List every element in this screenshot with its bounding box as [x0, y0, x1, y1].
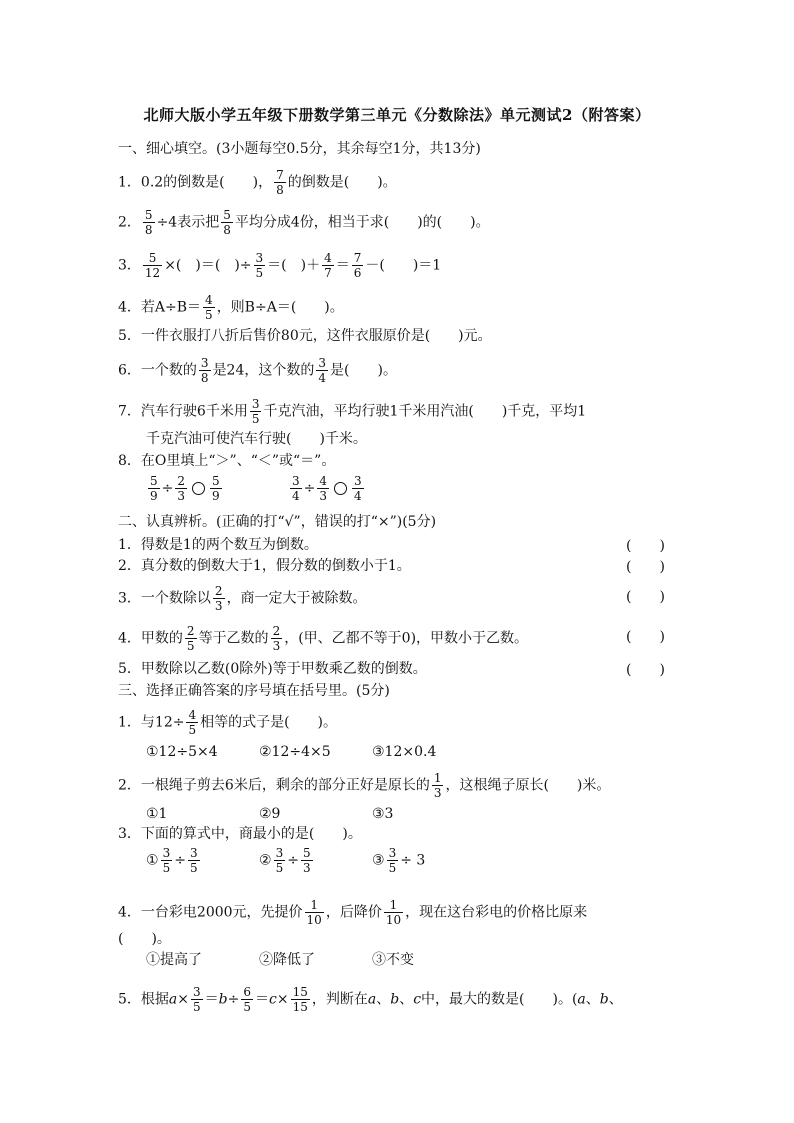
answer-blank[interactable]: ( ): [626, 538, 665, 554]
option[interactable]: ③不变: [372, 952, 414, 968]
operator: ÷: [303, 480, 316, 497]
s1-question-3: [118, 251, 441, 280]
operator: ÷: [287, 852, 299, 869]
text: 千克汽油，平均行驶1千米用汽油( )千克，平均1: [263, 403, 587, 420]
text: 相等的式子是( )。: [200, 714, 338, 731]
fraction: [199, 356, 211, 385]
numerator: 2: [272, 624, 281, 638]
numerator: 3: [193, 985, 201, 999]
text: 4．若A÷B＝: [118, 299, 202, 316]
text: 是( )。: [330, 362, 397, 379]
fraction: [241, 985, 253, 1014]
fraction: [185, 624, 197, 653]
option-label: ③: [372, 852, 385, 869]
text: ×( )＝( )÷: [164, 257, 252, 274]
numerator: 5: [150, 474, 158, 488]
text: 1．0.2的倒数是( )，: [118, 174, 273, 191]
numerator: 3: [388, 846, 397, 860]
s3-q4-options: [146, 950, 485, 970]
option[interactable]: ②9: [259, 806, 281, 822]
fraction: [305, 898, 324, 927]
fraction: [186, 708, 198, 737]
variable: a: [168, 991, 178, 1008]
s3-question-1: [118, 708, 337, 737]
s1-question-2: [118, 208, 490, 237]
text: 、: [585, 991, 600, 1008]
answer-blank[interactable]: ( ): [626, 589, 665, 605]
fraction: [213, 584, 225, 613]
answer-blank[interactable]: ( ): [626, 559, 665, 575]
numerator: 15: [292, 985, 308, 999]
section-1-heading: 一、细心填空。(3小题每空0.5分，其余每空1分，共13分): [118, 141, 481, 157]
text: ，(甲、乙都不等于0)，甲数小于乙数。: [284, 630, 529, 647]
denominator: 5: [205, 308, 213, 322]
fraction: [175, 474, 187, 503]
text: ，判断在: [311, 991, 368, 1008]
fraction: [352, 474, 364, 503]
option[interactable]: ①提高了: [146, 952, 202, 968]
answer-blank[interactable]: ( ): [626, 629, 665, 645]
text: 是24，这个数的: [212, 362, 315, 379]
denominator: 5: [251, 412, 260, 426]
s1-question-6: [118, 356, 397, 385]
denominator: 4: [318, 371, 327, 385]
fraction: [301, 846, 313, 875]
numerator: 3: [189, 846, 198, 860]
fraction: [352, 251, 364, 280]
text: 中，最大的数是( )。(: [421, 991, 578, 1008]
variable: a: [577, 991, 586, 1008]
text: ÷4表示把: [156, 214, 220, 231]
numerator: 3: [251, 397, 260, 411]
fraction: [210, 474, 222, 503]
denominator: 5: [243, 1000, 251, 1014]
text: 3．: [118, 257, 141, 274]
denominator: 5: [388, 861, 397, 875]
s3-question-3: 3．下面的算式中，商最小的是( )。: [118, 826, 362, 842]
text: 、: [399, 991, 414, 1008]
text: ＝( )＋: [267, 257, 321, 274]
option-label: ①: [146, 852, 159, 869]
fraction: [188, 846, 200, 875]
operator: ＝: [255, 991, 269, 1008]
text: ＝: [335, 257, 350, 274]
s2-question-3: [118, 584, 367, 613]
denominator: 8: [144, 223, 153, 237]
option[interactable]: ①1: [146, 806, 168, 822]
fraction: [148, 474, 160, 503]
operator: ＝: [204, 991, 219, 1008]
compare-circle-blank[interactable]: [334, 482, 347, 495]
s3-question-5: [118, 985, 623, 1014]
variable: b: [390, 991, 400, 1008]
s3-question-4-cont: ( )。: [118, 931, 171, 947]
text: ，后降价: [325, 904, 382, 921]
denominator: 5: [275, 861, 284, 875]
denominator: 10: [385, 913, 402, 927]
numerator: 3: [318, 356, 327, 370]
numerator: 5: [223, 208, 231, 222]
text: 、: [608, 991, 623, 1008]
fraction: [316, 356, 328, 385]
fraction: [432, 771, 444, 800]
denominator: 10: [306, 913, 322, 927]
s3-question-4: [118, 898, 587, 927]
option[interactable]: [372, 846, 485, 875]
option[interactable]: ①12÷5×4: [146, 744, 218, 760]
section-2-heading: 二、认真辨析。(正确的打“√”，错误的打“×”)(5分): [118, 514, 437, 530]
text: 1．与12÷: [118, 714, 185, 731]
fraction: [254, 251, 266, 280]
text: 2．: [118, 214, 141, 231]
denominator: 3: [272, 639, 281, 653]
text: 的倒数是( )。: [287, 174, 397, 191]
option[interactable]: ②12÷4×5: [259, 744, 331, 760]
fraction: [203, 293, 215, 322]
numerator: 7: [276, 168, 284, 182]
operator: ×: [276, 991, 289, 1008]
denominator: 5: [193, 1000, 201, 1014]
variable: c: [269, 991, 277, 1008]
text: 4．甲数的: [118, 630, 183, 647]
option[interactable]: ③3: [372, 806, 394, 822]
numerator: 3: [292, 474, 300, 488]
denominator: 5: [188, 723, 197, 737]
fraction: [250, 397, 262, 426]
denominator: 3: [319, 489, 328, 503]
numerator: 2: [214, 584, 223, 598]
fraction: [143, 251, 162, 280]
numerator: 4: [188, 708, 197, 722]
fraction: [161, 846, 173, 875]
s3-q3-options: [146, 846, 485, 875]
numerator: 1: [389, 898, 398, 912]
denominator: 9: [212, 489, 220, 503]
compare-circle-blank[interactable]: [192, 482, 205, 495]
operator: ÷ 3: [400, 852, 426, 869]
fraction: [322, 251, 334, 280]
text: 6．一个数的: [118, 362, 197, 379]
operator: ÷: [227, 991, 240, 1008]
denominator: 3: [177, 489, 186, 503]
numerator: 3: [275, 846, 284, 860]
s1-question-7-cont: 千克汽油可使汽车行驶( )千米。: [146, 431, 367, 447]
s1-question-8: 8．在O里填上“＞”、“＜”或“＝”。: [118, 453, 336, 469]
fraction: [274, 168, 286, 197]
s2-question-2: 2．真分数的倒数大于1，假分数的倒数小于1。: [118, 558, 411, 574]
numerator: 4: [324, 251, 332, 265]
numerator: 3: [162, 846, 171, 860]
denominator: 15: [292, 1000, 308, 1014]
fraction: [384, 898, 403, 927]
numerator: 2: [186, 624, 195, 638]
operator: ×: [177, 991, 190, 1008]
fraction: [143, 208, 155, 237]
variable: c: [413, 991, 422, 1008]
option[interactable]: ③12×0.4: [372, 744, 437, 760]
answer-blank[interactable]: ( ): [626, 662, 665, 678]
numerator: 2: [177, 474, 186, 488]
denominator: 5: [189, 861, 198, 875]
denominator: 4: [292, 489, 300, 503]
text: 5．根据: [118, 991, 169, 1008]
denominator: 8: [223, 223, 231, 237]
text: 、: [376, 991, 391, 1008]
denominator: 3: [214, 599, 223, 613]
s2-question-4: [118, 624, 528, 653]
text: 4．一台彩电2000元，先提价: [118, 904, 303, 921]
s1-question-5: 5．一件衣服打八折后售价80元，这件衣服原价是( )元。: [118, 328, 492, 344]
denominator: 12: [144, 266, 161, 280]
variable: b: [599, 991, 609, 1008]
option[interactable]: [259, 846, 372, 875]
numerator: 5: [302, 846, 311, 860]
fraction: [290, 474, 302, 503]
text: 平均分成4份，相当于求( )的( )。: [234, 214, 490, 231]
fraction: [221, 208, 233, 237]
fraction: [274, 846, 286, 875]
denominator: 5: [255, 266, 264, 280]
numerator: 7: [353, 251, 362, 265]
numerator: 5: [212, 474, 220, 488]
denominator: 3: [433, 786, 442, 800]
numerator: 4: [205, 293, 213, 307]
denominator: 5: [162, 861, 171, 875]
fraction: [291, 985, 310, 1014]
variable: b: [218, 991, 228, 1008]
s3-q2-options: [146, 804, 485, 824]
option[interactable]: [146, 846, 259, 875]
numerator: 5: [144, 208, 153, 222]
compare-expression-2: [288, 474, 366, 503]
text: ，这根绳子原长( )米。: [445, 777, 611, 794]
text: 3．一个数除以: [118, 590, 211, 607]
operator: ÷: [161, 480, 174, 497]
fraction: [191, 985, 203, 1014]
denominator: 5: [186, 639, 195, 653]
numerator: 6: [243, 985, 251, 999]
fraction: [387, 846, 399, 875]
numerator: 1: [433, 771, 442, 785]
option[interactable]: ②降低了: [259, 952, 315, 968]
text: －( )＝1: [365, 257, 442, 274]
s3-q1-options: [146, 742, 485, 762]
denominator: 4: [354, 489, 362, 503]
variable: a: [367, 991, 377, 1008]
s1-question-4: [118, 293, 344, 322]
s2-question-5: 5．甲数除以乙数(0除外)等于甲数乘乙数的倒数。: [118, 661, 427, 677]
denominator: 9: [150, 489, 158, 503]
text: 等于乙数的: [198, 630, 269, 647]
option-label: ②: [259, 852, 272, 869]
numerator: 4: [319, 474, 328, 488]
compare-expression-1: [146, 474, 224, 503]
text: ，则B÷A＝( )。: [216, 299, 344, 316]
text: ，商一定大于被除数。: [226, 590, 367, 607]
section-3-heading: 三、选择正确答案的序号填在括号里。(5分): [118, 683, 390, 699]
fraction: [271, 624, 283, 653]
s3-question-2: [118, 771, 610, 800]
denominator: 7: [324, 266, 332, 280]
numerator: 3: [354, 474, 362, 488]
numerator: 3: [200, 356, 209, 370]
denominator: 8: [200, 371, 209, 385]
s2-question-1: 1．得数是1的两个数互为倒数。: [118, 537, 318, 553]
fraction: [317, 474, 329, 503]
text: ，现在这台彩电的价格比原来: [405, 904, 588, 921]
denominator: 8: [276, 183, 284, 197]
text: 7．汽车行驶6千米用: [118, 403, 248, 420]
numerator: 5: [148, 251, 157, 265]
s1-question-7: [118, 397, 586, 426]
s1-question-1: [118, 168, 397, 197]
numerator: 1: [310, 898, 318, 912]
operator: ÷: [174, 852, 186, 869]
text: 2．一根绳子剪去6米后，剩余的部分正好是原长的: [118, 777, 430, 794]
worksheet-title: 北师大版小学五年级下册数学第三单元《分数除法》单元测试2（附答案）: [143, 106, 651, 124]
denominator: 6: [353, 266, 362, 280]
denominator: 3: [302, 861, 311, 875]
numerator: 3: [255, 251, 264, 265]
